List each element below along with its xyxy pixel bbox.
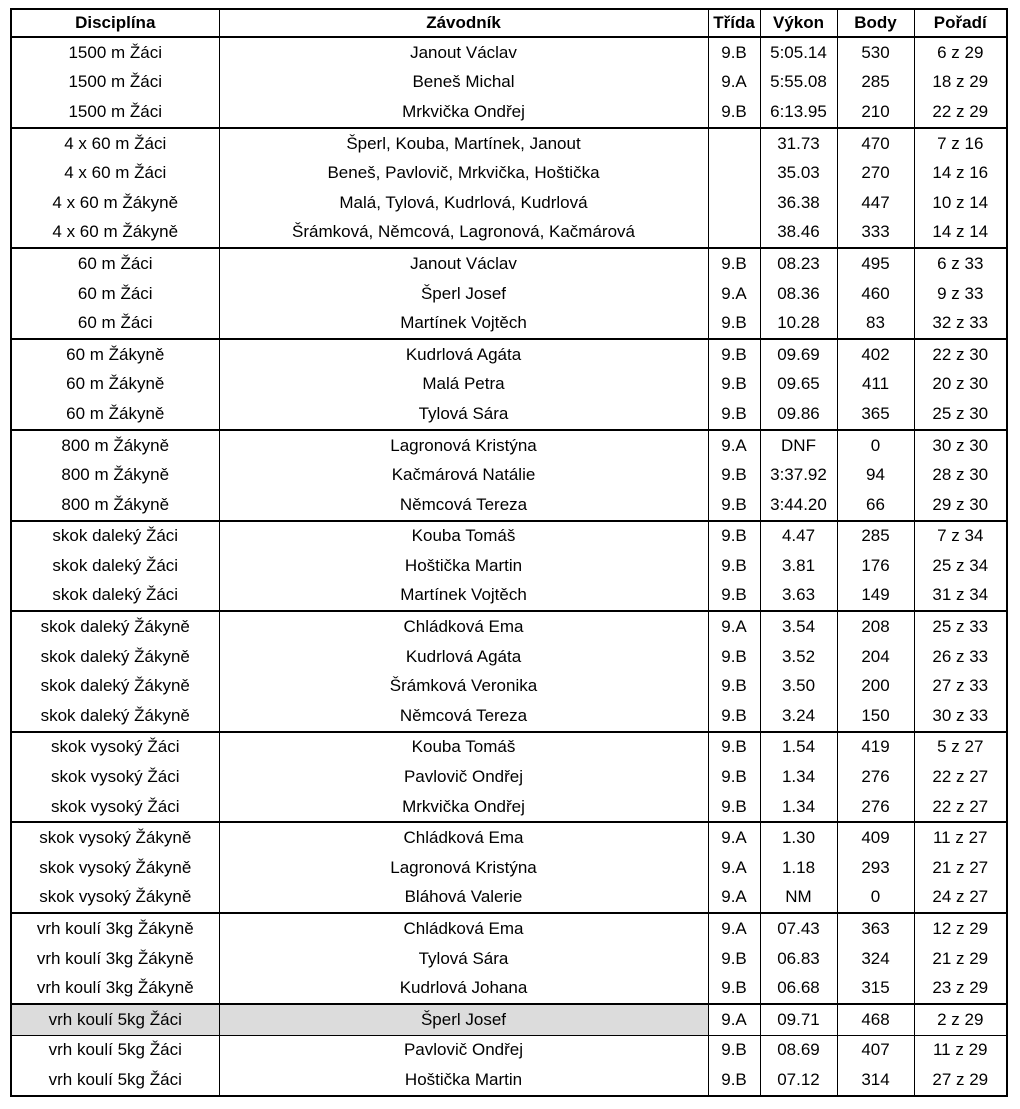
cell-competitor: Malá Petra <box>219 370 708 400</box>
cell-rank: 22 z 27 <box>914 792 1007 823</box>
cell-competitor: Šperl Josef <box>219 1004 708 1035</box>
cell-discipline: skok vysoký Žáci <box>11 762 219 792</box>
cell-performance: 4.47 <box>760 521 837 552</box>
table-row <box>11 308 1007 339</box>
cell-class: 9.B <box>708 1065 760 1096</box>
cell-points: 0 <box>837 430 914 461</box>
cell-points: 409 <box>837 822 914 853</box>
cell-discipline: 4 x 60 m Žáci <box>11 128 219 159</box>
cell-rank: 11 z 29 <box>914 1035 1007 1065</box>
cell-discipline: 60 m Žáci <box>11 308 219 339</box>
cell-rank: 27 z 29 <box>914 1065 1007 1096</box>
cell-points: 200 <box>837 671 914 701</box>
cell-performance: 1.30 <box>760 822 837 853</box>
cell-points: 276 <box>837 762 914 792</box>
cell-rank: 28 z 30 <box>914 460 1007 490</box>
cell-points: 495 <box>837 248 914 279</box>
table-row <box>11 188 1007 218</box>
cell-competitor: Kouba Tomáš <box>219 521 708 552</box>
cell-rank: 20 z 30 <box>914 370 1007 400</box>
cell-rank: 30 z 33 <box>914 701 1007 732</box>
cell-points: 270 <box>837 158 914 188</box>
header-competitor: Závodník <box>219 9 708 37</box>
table-row <box>11 642 1007 672</box>
cell-competitor: Chládková Ema <box>219 913 708 944</box>
cell-discipline: 4 x 60 m Žákyně <box>11 218 219 249</box>
cell-competitor: Kudrlová Agáta <box>219 339 708 370</box>
cell-performance: 1.34 <box>760 762 837 792</box>
cell-rank: 5 z 27 <box>914 732 1007 763</box>
table-row <box>11 521 1007 552</box>
cell-performance: 1.34 <box>760 792 837 823</box>
cell-class: 9.B <box>708 581 760 612</box>
cell-competitor: Kudrlová Agáta <box>219 642 708 672</box>
cell-performance: 09.71 <box>760 1004 837 1035</box>
cell-rank: 14 z 16 <box>914 158 1007 188</box>
cell-discipline: vrh koulí 5kg Žáci <box>11 1035 219 1065</box>
cell-class: 9.A <box>708 822 760 853</box>
cell-performance: 09.86 <box>760 399 837 430</box>
cell-class <box>708 128 760 159</box>
table-row <box>11 218 1007 249</box>
cell-class: 9.B <box>708 551 760 581</box>
cell-class: 9.B <box>708 490 760 521</box>
cell-rank: 29 z 30 <box>914 490 1007 521</box>
cell-class: 9.B <box>708 97 760 128</box>
table-row <box>11 430 1007 461</box>
table-row <box>11 97 1007 128</box>
cell-performance: 3.63 <box>760 581 837 612</box>
cell-points: 208 <box>837 611 914 642</box>
cell-points: 66 <box>837 490 914 521</box>
cell-competitor: Beneš, Pavlovič, Mrkvička, Hoštička <box>219 158 708 188</box>
cell-performance: 09.69 <box>760 339 837 370</box>
cell-class: 9.B <box>708 792 760 823</box>
cell-performance: 3.24 <box>760 701 837 732</box>
cell-class: 9.B <box>708 732 760 763</box>
cell-competitor: Šperl Josef <box>219 279 708 309</box>
cell-rank: 10 z 14 <box>914 188 1007 218</box>
header-discipline: Disciplína <box>11 9 219 37</box>
cell-class: 9.A <box>708 611 760 642</box>
cell-competitor: Hoštička Martin <box>219 551 708 581</box>
cell-points: 447 <box>837 188 914 218</box>
table-row <box>11 68 1007 98</box>
cell-discipline: vrh koulí 3kg Žákyně <box>11 913 219 944</box>
cell-rank: 24 z 27 <box>914 883 1007 914</box>
cell-rank: 31 z 34 <box>914 581 1007 612</box>
cell-rank: 11 z 27 <box>914 822 1007 853</box>
cell-rank: 6 z 29 <box>914 37 1007 68</box>
cell-competitor: Hoštička Martin <box>219 1065 708 1096</box>
cell-performance: 1.18 <box>760 853 837 883</box>
cell-performance: 3.54 <box>760 611 837 642</box>
table-header <box>11 9 1007 37</box>
cell-performance: 38.46 <box>760 218 837 249</box>
cell-competitor: Kouba Tomáš <box>219 732 708 763</box>
table-row <box>11 128 1007 159</box>
cell-points: 204 <box>837 642 914 672</box>
cell-competitor: Martínek Vojtěch <box>219 581 708 612</box>
cell-performance: 3:44.20 <box>760 490 837 521</box>
cell-discipline: 800 m Žákyně <box>11 460 219 490</box>
cell-discipline: 60 m Žákyně <box>11 339 219 370</box>
cell-rank: 2 z 29 <box>914 1004 1007 1035</box>
cell-class <box>708 188 760 218</box>
cell-discipline: skok daleký Žáci <box>11 581 219 612</box>
cell-discipline: skok daleký Žáci <box>11 551 219 581</box>
cell-rank: 22 z 30 <box>914 339 1007 370</box>
table-row <box>11 460 1007 490</box>
table-row <box>11 853 1007 883</box>
header-rank: Pořadí <box>914 9 1007 37</box>
cell-discipline: skok vysoký Žákyně <box>11 822 219 853</box>
cell-discipline: skok daleký Žákyně <box>11 642 219 672</box>
cell-competitor: Lagronová Kristýna <box>219 853 708 883</box>
cell-points: 365 <box>837 399 914 430</box>
table-row <box>11 883 1007 914</box>
table-row <box>11 792 1007 823</box>
cell-points: 324 <box>837 944 914 974</box>
cell-points: 419 <box>837 732 914 763</box>
cell-rank: 21 z 29 <box>914 944 1007 974</box>
table-row <box>11 913 1007 944</box>
results-table <box>10 8 1008 1097</box>
cell-performance: 36.38 <box>760 188 837 218</box>
cell-performance: 35.03 <box>760 158 837 188</box>
cell-class: 9.A <box>708 853 760 883</box>
cell-discipline: 1500 m Žáci <box>11 37 219 68</box>
cell-discipline: skok vysoký Žákyně <box>11 853 219 883</box>
cell-class: 9.A <box>708 68 760 98</box>
cell-class: 9.B <box>708 1035 760 1065</box>
cell-rank: 26 z 33 <box>914 642 1007 672</box>
cell-competitor: Tylová Sára <box>219 399 708 430</box>
cell-points: 530 <box>837 37 914 68</box>
cell-performance: 3:37.92 <box>760 460 837 490</box>
cell-competitor: Šrámková Veronika <box>219 671 708 701</box>
cell-points: 460 <box>837 279 914 309</box>
cell-rank: 23 z 29 <box>914 973 1007 1004</box>
table-row <box>11 370 1007 400</box>
cell-performance: 10.28 <box>760 308 837 339</box>
discipline-group <box>11 521 1007 612</box>
table-row <box>11 399 1007 430</box>
cell-points: 150 <box>837 701 914 732</box>
cell-rank: 25 z 34 <box>914 551 1007 581</box>
table-row <box>11 732 1007 763</box>
cell-rank: 7 z 16 <box>914 128 1007 159</box>
cell-points: 470 <box>837 128 914 159</box>
cell-points: 176 <box>837 551 914 581</box>
discipline-group <box>11 913 1007 1004</box>
cell-rank: 30 z 30 <box>914 430 1007 461</box>
cell-class: 9.B <box>708 370 760 400</box>
cell-discipline: 60 m Žáci <box>11 248 219 279</box>
discipline-group <box>11 732 1007 823</box>
cell-discipline: skok daleký Žákyně <box>11 701 219 732</box>
table-row <box>11 762 1007 792</box>
cell-points: 402 <box>837 339 914 370</box>
cell-performance: 5:55.08 <box>760 68 837 98</box>
table-row <box>11 581 1007 612</box>
cell-class: 9.B <box>708 521 760 552</box>
cell-rank: 25 z 30 <box>914 399 1007 430</box>
cell-performance: 3.50 <box>760 671 837 701</box>
cell-rank: 18 z 29 <box>914 68 1007 98</box>
cell-competitor: Bláhová Valerie <box>219 883 708 914</box>
cell-points: 411 <box>837 370 914 400</box>
table-row <box>11 1035 1007 1065</box>
cell-performance: 06.83 <box>760 944 837 974</box>
table-row <box>11 701 1007 732</box>
cell-points: 83 <box>837 308 914 339</box>
table-row <box>11 973 1007 1004</box>
cell-competitor: Pavlovič Ondřej <box>219 762 708 792</box>
cell-competitor: Šperl, Kouba, Martínek, Janout <box>219 128 708 159</box>
cell-discipline: vrh koulí 5kg Žáci <box>11 1004 219 1035</box>
cell-performance: 07.43 <box>760 913 837 944</box>
cell-performance: 3.81 <box>760 551 837 581</box>
cell-performance: 08.23 <box>760 248 837 279</box>
cell-points: 315 <box>837 973 914 1004</box>
cell-points: 285 <box>837 521 914 552</box>
cell-rank: 14 z 14 <box>914 218 1007 249</box>
table-row <box>11 671 1007 701</box>
cell-performance: 31.73 <box>760 128 837 159</box>
table-row <box>11 339 1007 370</box>
cell-rank: 21 z 27 <box>914 853 1007 883</box>
table-row <box>11 490 1007 521</box>
cell-points: 210 <box>837 97 914 128</box>
cell-performance: 08.69 <box>760 1035 837 1065</box>
cell-points: 407 <box>837 1035 914 1065</box>
discipline-group <box>11 248 1007 339</box>
cell-class: 9.B <box>708 308 760 339</box>
cell-discipline: skok daleký Žákyně <box>11 671 219 701</box>
cell-discipline: skok daleký Žáci <box>11 521 219 552</box>
cell-competitor: Mrkvička Ondřej <box>219 97 708 128</box>
cell-discipline: skok daleký Žákyně <box>11 611 219 642</box>
table-row <box>11 611 1007 642</box>
cell-rank: 27 z 33 <box>914 671 1007 701</box>
table-row <box>11 822 1007 853</box>
table-row <box>11 279 1007 309</box>
cell-class: 9.B <box>708 37 760 68</box>
cell-points: 285 <box>837 68 914 98</box>
cell-points: 276 <box>837 792 914 823</box>
cell-competitor: Kudrlová Johana <box>219 973 708 1004</box>
cell-performance: 5:05.14 <box>760 37 837 68</box>
discipline-group <box>11 611 1007 731</box>
cell-class: 9.B <box>708 944 760 974</box>
header-class: Třída <box>708 9 760 37</box>
cell-competitor: Němcová Tereza <box>219 490 708 521</box>
cell-performance: 3.52 <box>760 642 837 672</box>
discipline-group <box>11 1004 1007 1096</box>
cell-class: 9.A <box>708 430 760 461</box>
cell-performance: 08.36 <box>760 279 837 309</box>
cell-rank: 22 z 27 <box>914 762 1007 792</box>
cell-discipline: 60 m Žákyně <box>11 370 219 400</box>
cell-performance: 09.65 <box>760 370 837 400</box>
cell-performance: 07.12 <box>760 1065 837 1096</box>
cell-points: 94 <box>837 460 914 490</box>
table-row <box>11 944 1007 974</box>
cell-competitor: Beneš Michal <box>219 68 708 98</box>
cell-class: 9.A <box>708 1004 760 1035</box>
discipline-group <box>11 339 1007 430</box>
cell-discipline: 60 m Žákyně <box>11 399 219 430</box>
cell-competitor: Janout Václav <box>219 37 708 68</box>
cell-performance: NM <box>760 883 837 914</box>
cell-class: 9.B <box>708 973 760 1004</box>
cell-competitor: Martínek Vojtěch <box>219 308 708 339</box>
cell-points: 333 <box>837 218 914 249</box>
cell-performance: DNF <box>760 430 837 461</box>
cell-competitor: Němcová Tereza <box>219 701 708 732</box>
cell-points: 149 <box>837 581 914 612</box>
cell-rank: 12 z 29 <box>914 913 1007 944</box>
cell-class: 9.B <box>708 339 760 370</box>
cell-discipline: vrh koulí 3kg Žákyně <box>11 973 219 1004</box>
cell-discipline: vrh koulí 3kg Žákyně <box>11 944 219 974</box>
header-row <box>11 9 1007 37</box>
cell-points: 468 <box>837 1004 914 1035</box>
cell-class <box>708 218 760 249</box>
header-performance: Výkon <box>760 9 837 37</box>
cell-rank: 9 z 33 <box>914 279 1007 309</box>
cell-discipline: 1500 m Žáci <box>11 68 219 98</box>
cell-competitor: Šrámková, Němcová, Lagronová, Kačmárová <box>219 218 708 249</box>
cell-performance: 1.54 <box>760 732 837 763</box>
cell-points: 0 <box>837 883 914 914</box>
cell-rank: 22 z 29 <box>914 97 1007 128</box>
cell-competitor: Lagronová Kristýna <box>219 430 708 461</box>
discipline-group <box>11 822 1007 913</box>
cell-discipline: skok vysoký Žáci <box>11 732 219 763</box>
cell-rank: 7 z 34 <box>914 521 1007 552</box>
cell-competitor: Pavlovič Ondřej <box>219 1035 708 1065</box>
cell-performance: 6:13.95 <box>760 97 837 128</box>
cell-discipline: skok vysoký Žákyně <box>11 883 219 914</box>
cell-competitor: Malá, Tylová, Kudrlová, Kudrlová <box>219 188 708 218</box>
cell-class: 9.A <box>708 279 760 309</box>
cell-performance: 06.68 <box>760 973 837 1004</box>
cell-competitor: Mrkvička Ondřej <box>219 792 708 823</box>
cell-class: 9.A <box>708 913 760 944</box>
table-row <box>11 1065 1007 1096</box>
cell-class: 9.B <box>708 642 760 672</box>
cell-discipline: 4 x 60 m Žáci <box>11 158 219 188</box>
cell-class <box>708 158 760 188</box>
table-row <box>11 158 1007 188</box>
cell-discipline: 4 x 60 m Žákyně <box>11 188 219 218</box>
cell-class: 9.B <box>708 671 760 701</box>
cell-points: 293 <box>837 853 914 883</box>
cell-rank: 6 z 33 <box>914 248 1007 279</box>
table-row <box>11 1004 1007 1035</box>
cell-discipline: 60 m Žáci <box>11 279 219 309</box>
cell-class: 9.B <box>708 399 760 430</box>
cell-class: 9.B <box>708 460 760 490</box>
cell-class: 9.B <box>708 701 760 732</box>
cell-discipline: vrh koulí 5kg Žáci <box>11 1065 219 1096</box>
table-row <box>11 248 1007 279</box>
cell-competitor: Chládková Ema <box>219 822 708 853</box>
discipline-group <box>11 37 1007 128</box>
cell-points: 363 <box>837 913 914 944</box>
cell-class: 9.A <box>708 883 760 914</box>
cell-discipline: 1500 m Žáci <box>11 97 219 128</box>
cell-competitor: Chládková Ema <box>219 611 708 642</box>
discipline-group <box>11 128 1007 248</box>
table-row <box>11 37 1007 68</box>
cell-rank: 25 z 33 <box>914 611 1007 642</box>
cell-points: 314 <box>837 1065 914 1096</box>
cell-class: 9.B <box>708 762 760 792</box>
discipline-group <box>11 430 1007 521</box>
cell-competitor: Tylová Sára <box>219 944 708 974</box>
cell-discipline: skok vysoký Žáci <box>11 792 219 823</box>
cell-competitor: Kačmárová Natálie <box>219 460 708 490</box>
cell-discipline: 800 m Žákyně <box>11 430 219 461</box>
cell-rank: 32 z 33 <box>914 308 1007 339</box>
cell-discipline: 800 m Žákyně <box>11 490 219 521</box>
cell-competitor: Janout Václav <box>219 248 708 279</box>
header-points: Body <box>837 9 914 37</box>
cell-class: 9.B <box>708 248 760 279</box>
table-row <box>11 551 1007 581</box>
